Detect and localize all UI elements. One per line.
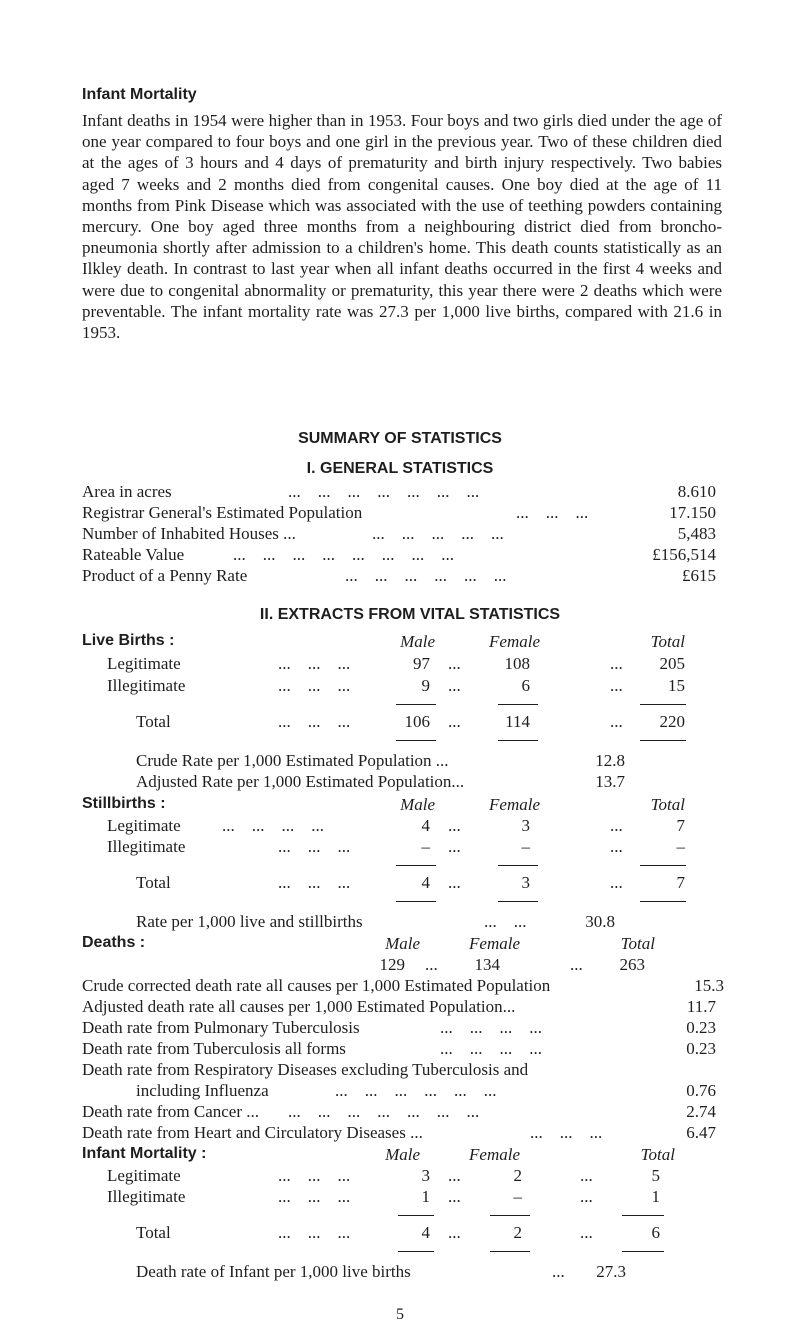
rule-line: [498, 901, 538, 902]
live-births-row-label: Illegitimate: [107, 676, 186, 695]
leader-dots: ...: [448, 873, 461, 892]
crude-rate-value: 12.8: [595, 751, 625, 770]
rule-line: [640, 901, 686, 902]
adjusted-rate-label: Adjusted Rate per 1,000 Estimated Population...: [136, 772, 465, 791]
rule-line: [398, 1215, 434, 1216]
leader-dots: ... ... ...: [530, 1123, 603, 1142]
infant-row-label: Illegitimate: [107, 1187, 186, 1206]
deaths-male: 129: [379, 955, 405, 974]
leader-dots: ...: [570, 955, 583, 974]
female-value: –: [521, 837, 530, 856]
leader-dots: ... ... ... ... ... ...: [335, 1081, 497, 1100]
col-total-header: Total: [640, 1145, 675, 1164]
col-female-header: Female: [469, 934, 520, 953]
col-female-header: Female: [489, 795, 540, 814]
rule-line: [398, 1251, 434, 1252]
stillbirths-row-label: Legitimate: [107, 816, 181, 835]
leader-dots: ... ... ... ... ... ... ... ...: [233, 545, 454, 564]
female-value: 108: [504, 654, 530, 673]
col-male-header: Male: [385, 1145, 420, 1164]
leader-dots: ...: [610, 837, 623, 856]
general-row-value: 17.150: [669, 503, 716, 522]
infant-mortality-label: Infant Mortality :: [82, 1145, 207, 1162]
rule-line: [622, 1251, 664, 1252]
rule-line: [640, 865, 686, 866]
stillbirths-label: Stillbirths :: [82, 795, 166, 812]
grand-total: 6: [651, 1223, 660, 1242]
leader-dots: ...: [580, 1187, 593, 1206]
total-value: 5: [651, 1166, 660, 1185]
leader-dots: ...: [448, 676, 461, 695]
male-total: 4: [421, 1223, 430, 1242]
rule-line: [396, 740, 436, 741]
stillbirth-rate-label: Rate per 1,000 live and stillbirths: [136, 912, 363, 931]
leader-dots: ... ... ... ... ... ...: [345, 566, 507, 585]
death-rate-value: 2.74: [686, 1102, 716, 1121]
col-female-header: Female: [469, 1145, 520, 1164]
leader-dots: ... ... ... ... ... ... ...: [288, 1102, 480, 1121]
male-value: 3: [421, 1166, 430, 1185]
intro-paragraph: [82, 110, 722, 343]
summary-title: SUMMARY OF STATISTICS: [298, 430, 502, 447]
rule-line: [396, 901, 436, 902]
general-row-value: £156,514: [652, 545, 716, 564]
death-rate-label: Death rate from Cancer ...: [82, 1102, 259, 1121]
rule-line: [640, 704, 686, 705]
leader-dots: ...: [448, 1187, 461, 1206]
infant-row-label: Legitimate: [107, 1166, 181, 1185]
leader-dots: ...: [552, 1262, 565, 1281]
male-value: 1: [421, 1187, 430, 1206]
general-row-value: 8.610: [677, 482, 716, 501]
live-births-label: Live Births :: [82, 632, 175, 649]
rule-line: [498, 865, 538, 866]
live-births-row-label: Legitimate: [107, 654, 181, 673]
leader-dots: ... ... ...: [278, 1187, 351, 1206]
leader-dots: ... ... ... ...: [440, 1039, 542, 1058]
female-value: 3: [521, 816, 530, 835]
general-row-label: Product of a Penny Rate: [82, 566, 248, 585]
death-rate-label: Death rate from Heart and Circulatory Diseases ...: [82, 1123, 423, 1142]
leader-dots: ... ... ... ... ... ... ...: [288, 482, 480, 501]
rule-line: [490, 1215, 530, 1216]
page-number: 5: [396, 1306, 404, 1323]
female-total: 3: [521, 873, 530, 892]
total-value: 1: [651, 1187, 660, 1206]
death-rate-value: 6.47: [686, 1123, 716, 1142]
crude-rate-label: Crude Rate per 1,000 Estimated Population ...: [136, 751, 449, 770]
death-rate-label: Death rate from Tuberculosis all forms: [82, 1039, 346, 1058]
leader-dots: ...: [425, 955, 438, 974]
death-rate-value: 15.3: [694, 976, 724, 995]
leader-dots: ...: [610, 654, 623, 673]
death-rate-label: Death rate from Pulmonary Tuberculosis: [82, 1018, 360, 1037]
total-value: 15: [668, 676, 685, 695]
leader-dots: ... ... ... ... ...: [372, 524, 504, 543]
rule-line: [396, 704, 436, 705]
col-male-header: Male: [400, 795, 435, 814]
male-total: 106: [404, 712, 430, 731]
female-value: –: [513, 1187, 522, 1206]
general-row-label: Area in acres: [82, 482, 172, 501]
leader-dots: ...: [610, 712, 623, 731]
col-male-header: Male: [385, 934, 420, 953]
infant-rate-value: 27.3: [596, 1262, 626, 1281]
leader-dots: ...: [448, 1166, 461, 1185]
vital-title: II. EXTRACTS FROM VITAL STATISTICS: [259, 606, 561, 623]
leader-dots: ...: [448, 1223, 461, 1242]
death-rate-label-cont: including Influenza: [136, 1081, 269, 1100]
leader-dots: ...: [610, 676, 623, 695]
leader-dots: ... ... ...: [278, 654, 351, 673]
general-row-value: 5,483: [677, 524, 716, 543]
general-row-label: Rateable Value: [82, 545, 185, 564]
rule-line: [498, 704, 538, 705]
total-label: Total: [136, 712, 171, 731]
stillbirths-row-label: Illegitimate: [107, 837, 186, 856]
infant-rate-label: Death rate of Infant per 1,000 live births: [136, 1262, 411, 1281]
leader-dots: ... ... ... ...: [222, 816, 324, 835]
leader-dots: ...: [580, 1166, 593, 1185]
col-female-header: Female: [489, 632, 540, 651]
intro-text: Infant deaths in 1954 were higher than in 1953. Four boys and two girls died under the age of one year compared to four boys and one girl in the previous year. Two of these children died at the ages of 3 hours and 4 days of prematurity and birth injury respectively. Two babies aged 7 weeks and 2 months died from congenital causes. One boy died at the age of 11 months from Pink Disease which was associated with the use of teething powders containing mercury. One boy aged three months from a neighbouring district died from broncho-pneumonia shortly after admission to a children's home. This death counts statistically as an Ilkley death. In contrast to last year when all infant deaths occurred in the first 4 weeks and were due to congenital abnormality or prematurity, this year there were 2 deaths which were preventable. The infant mortality rate was 27.3 per 1,000 live births, compared with 21.6 in 1953.: [82, 111, 722, 343]
col-total-header: Total: [620, 934, 655, 953]
death-rate-label: Adjusted death rate all causes per 1,000 Estimated Population...: [82, 997, 516, 1016]
death-rate-value: 0.76: [686, 1081, 716, 1100]
female-value: 6: [521, 676, 530, 695]
leader-dots: ...: [448, 712, 461, 731]
male-value: 97: [413, 654, 430, 673]
male-value: 9: [421, 676, 430, 695]
leader-dots: ...: [610, 873, 623, 892]
male-value: 4: [421, 816, 430, 835]
leader-dots: ... ... ...: [278, 873, 351, 892]
rule-line: [622, 1215, 664, 1216]
leader-dots: ... ... ... ...: [440, 1018, 542, 1037]
leader-dots: ...: [448, 837, 461, 856]
total-value: 7: [676, 816, 685, 835]
male-total: 4: [421, 873, 430, 892]
deaths-label: Deaths :: [82, 934, 146, 951]
female-total: 2: [513, 1223, 522, 1242]
general-row-label: Number of Inhabited Houses ...: [82, 524, 296, 543]
rule-line: [396, 865, 436, 866]
col-total-header: Total: [650, 632, 685, 651]
stillbirth-rate-value: 30.8: [585, 912, 615, 931]
general-row-value: £615: [682, 566, 716, 585]
col-total-header: Total: [650, 795, 685, 814]
death-rate-value: 0.23: [686, 1039, 716, 1058]
leader-dots: ... ... ...: [278, 1166, 351, 1185]
total-value: 205: [659, 654, 685, 673]
leader-dots: ... ...: [484, 912, 527, 931]
grand-total: 7: [676, 873, 685, 892]
grand-total: 220: [659, 712, 685, 731]
death-rate-value: 11.7: [686, 997, 716, 1016]
leader-dots: ... ... ...: [278, 712, 351, 731]
general-row-label: Registrar General's Estimated Population: [82, 503, 363, 522]
rule-line: [498, 740, 538, 741]
leader-dots: ... ... ...: [278, 837, 351, 856]
leader-dots: ... ... ...: [278, 1223, 351, 1242]
page-title: Infant Mortality: [82, 86, 197, 103]
total-value: –: [676, 837, 685, 856]
leader-dots: ... ... ...: [516, 503, 589, 522]
death-rate-label: Crude corrected death rate all causes per 1,000 Estimated Population: [82, 976, 551, 995]
female-total: 114: [505, 712, 530, 731]
leader-dots: ...: [448, 654, 461, 673]
general-title: I. GENERAL STATISTICS: [306, 460, 494, 477]
deaths-total: 263: [619, 955, 645, 974]
male-value: –: [421, 837, 430, 856]
total-label: Total: [136, 873, 171, 892]
deaths-female: 134: [474, 955, 500, 974]
leader-dots: ...: [448, 816, 461, 835]
death-rate-value: 0.23: [686, 1018, 716, 1037]
total-label: Total: [136, 1223, 171, 1242]
leader-dots: ...: [580, 1223, 593, 1242]
leader-dots: ...: [610, 816, 623, 835]
death-rate-label: Death rate from Respiratory Diseases excluding Tuberculosis and: [82, 1060, 529, 1079]
col-male-header: Male: [400, 632, 435, 651]
rule-line: [640, 740, 686, 741]
rule-line: [490, 1251, 530, 1252]
female-value: 2: [513, 1166, 522, 1185]
adjusted-rate-value: 13.7: [595, 772, 625, 791]
leader-dots: ... ... ...: [278, 676, 351, 695]
